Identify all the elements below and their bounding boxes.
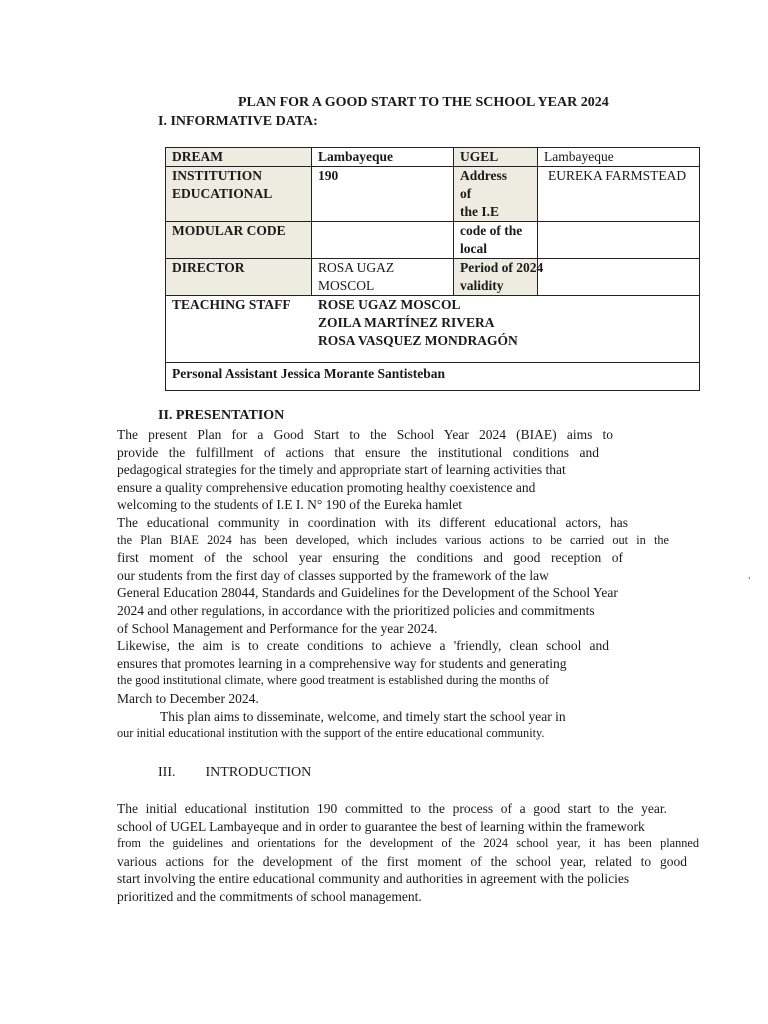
text-line: ensure a quality comprehensive education promoting healthy coexistence and	[117, 479, 536, 495]
cell-line: code of the	[460, 223, 523, 238]
text-line: our initial educational institution with the support of the entire educational community.	[117, 726, 545, 741]
informative-data-table	[165, 147, 700, 391]
section-number: III.	[158, 765, 176, 780]
table-cell: 190	[312, 167, 454, 222]
text-line: first moment of the school year ensuring the conditions and good reception of	[117, 550, 623, 566]
text-line: the Plan BIAE 2024 has been developed, which includes various actions to be carried out in the	[117, 532, 669, 547]
table-cell: Lambayeque	[538, 148, 700, 167]
text-line: provide the fulfillment of actions that ensure the institutional conditions and	[117, 444, 599, 460]
cell-line: MOSCOL	[318, 278, 375, 293]
text-line: The initial educational institution 190 committed to the process of a good start to the year.	[117, 801, 667, 816]
table-row	[166, 167, 700, 222]
text-line: The present Plan for a Good Start to the School Year 2024 (BIAE) aims to	[117, 427, 613, 442]
text-line: start involving the entire educational community and authorities in agreement with the policies	[117, 871, 630, 887]
cell-line: the I.E	[460, 204, 500, 219]
table-cell	[312, 222, 454, 259]
document-title: PLAN FOR A GOOD START TO THE SCHOOL YEAR 2024	[238, 95, 609, 110]
text-line: March to December 2024.	[117, 690, 259, 706]
cell-line: ROSA UGAZ	[318, 260, 395, 275]
table-cell	[312, 259, 454, 296]
table-cell	[538, 259, 700, 296]
text-line: welcoming to the students of I.E I. N° 190 of the Eureka hamlet	[117, 497, 463, 513]
text-line: our students from the first day of classes supported by the framework of the law	[117, 567, 549, 583]
cell-line: of	[460, 186, 472, 201]
table-cell	[538, 222, 700, 259]
table-cell: EUREKA FARMSTEAD	[538, 167, 700, 222]
personal-assistant-cell: Personal Assistant Jessica Morante Santisteban	[166, 363, 700, 391]
table-cell: UGEL	[454, 148, 538, 167]
staff-name: ROSE UGAZ MOSCOL	[318, 297, 461, 312]
stray-mark: ,	[748, 570, 751, 581]
table-row	[166, 148, 700, 167]
text-line: from the guidelines and orientations for the development of the 2024 school year, it has been planned	[117, 836, 699, 851]
section-heading-presentation: II. PRESENTATION	[158, 408, 285, 423]
table-cell	[454, 259, 544, 296]
table-row	[166, 222, 700, 259]
text-line: school of UGEL Lambayeque and in order to guarantee the best of learning within the framework	[117, 818, 645, 834]
text-line: ensures that promotes learning in a comprehensive way for students and generating	[117, 655, 567, 671]
staff-name: ROSA VASQUEZ MONDRAGÓN	[318, 333, 518, 348]
section-heading-informative-data: I. INFORMATIVE DATA:	[158, 114, 318, 129]
cell-line: validity	[460, 278, 504, 293]
text-line: This plan aims to disseminate, welcome, and timely start the school year in	[160, 708, 566, 724]
cell-line: local	[460, 241, 487, 256]
text-line: Likewise, the aim is to create conditions to achieve a 'friendly, clean school and	[117, 638, 609, 654]
section-label: INTRODUCTION	[205, 765, 312, 780]
table-cell	[454, 167, 538, 222]
text-line: the good institutional climate, where good treatment is established during the months of	[117, 673, 550, 688]
table-cell: MODULAR CODE	[166, 222, 312, 259]
text-line: The educational community in coordination with its different educational actors, has	[117, 514, 628, 530]
text-line: various actions for the development of the first moment of the school year, related to good	[117, 853, 687, 869]
text-line: pedagogical strategies for the timely and appropriate start of learning activities that	[117, 462, 566, 478]
cell-line: INSTITUTION	[172, 168, 263, 183]
text-line: General Education 28044, Standards and Guidelines for the Development of the School Year	[117, 585, 618, 601]
table-cell: DREAM	[166, 148, 312, 167]
teaching-staff-label: TEACHING STAFF	[172, 297, 291, 312]
text-line: prioritized and the commitments of school management.	[117, 888, 422, 904]
teaching-staff-cell	[166, 296, 700, 363]
table-row	[166, 259, 700, 296]
introduction-paragraph	[117, 800, 701, 906]
cell-line: Period of 2024	[460, 260, 544, 275]
table-row	[166, 363, 700, 391]
staff-name: ZOILA MARTÍNEZ RIVERA	[318, 315, 495, 330]
presentation-paragraph	[117, 426, 677, 743]
table-cell	[454, 222, 538, 259]
table-cell	[166, 167, 312, 222]
cell-line: EDUCATIONAL	[172, 186, 273, 201]
text-line: 2024 and other regulations, in accordance with the prioritized policies and commitments	[117, 602, 595, 618]
text-line: of School Management and Performance for the year 2024.	[117, 620, 438, 636]
table-cell: Lambayeque	[312, 148, 454, 167]
table-cell: DIRECTOR	[166, 259, 312, 296]
section-heading-introduction	[158, 765, 341, 781]
table-row	[166, 296, 700, 363]
cell-line: Address	[460, 168, 508, 183]
